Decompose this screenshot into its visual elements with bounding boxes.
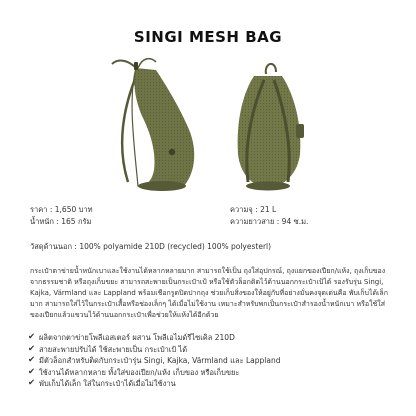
check-icon: ✔: [28, 355, 36, 365]
list-item: [28, 344, 398, 356]
feature-list: [28, 332, 398, 390]
capacity-text: ความจุ : 21 L: [230, 205, 277, 214]
feature-text: ใช้งานได้หลากหลาย ทั้งใส่ของเปียก/แห้ง เก็บของ หรือเก็บขยะ: [39, 367, 240, 377]
feature-text: มีตัวล็อกสำหรับติดกับกระเป๋ารุ่น Singi, Kajka, Värmland และ Lappland: [39, 356, 281, 365]
list-item: [28, 378, 398, 390]
strap-length-text: ความยาวสาย : 94 ซ.ม.: [230, 217, 309, 226]
product-image-front: [98, 54, 208, 196]
weight-text: น้ำหนัก : 165 กรัม: [30, 217, 92, 226]
feature-text: สายสะพายปรับได้ ใช้สะพายเป็น กระเป๋าเป้ ได้: [39, 344, 188, 354]
feature-text: พับเก็บได้เล็ก ใส่ในกระเป๋าได้เมื่อไม่ใช้งาน: [39, 379, 176, 388]
description-paragraph: กระเป๋าตาข่ายน้ำหนักเบาและใช้งานได้หลากหลายมาก สามารถใช้เป็น ถุงใส่อุปกรณ์, ถุงแยกของเปียก/แห้ง, ถุงเก็บของจากธรรมชาติ หรือถุงเก็บขยะ สามารถสะพายเป็นกระเป๋าเป้ หรือใช้ตัวล็อกติดไว้ด้านนอกกระเป๋าเป้ได้ รองรับรุ่น Singi, Kajka, Värmland และ Lappland พร้อมเชือกรูดปิดปากถุง ช่วยเก็บสิ่งของให้อยู่กับที่อย่างมั่นคงจุดเด่นคือ พับเก็บได้เล็กมาก สามารถใส่ไว้ในกระเป๋าเสื้อหรือช่องเล็กๆ ได้เมื่อไม่ใช้งาน เหมาะสำหรับพกเป็นกระเป๋าสำรองน้ำหนักเบา หรือใช้ใส่ของเปียกแล้วแขวนไว้ด้านนอกกระเป๋าเพื่อช่วยให้แห้งได้อีกด้วย: [30, 267, 388, 319]
price-text: ราคา : 1,650 บาท: [30, 205, 93, 214]
check-icon: ✔: [28, 343, 36, 354]
list-item: [28, 367, 398, 379]
material-text: วัสดุด้านนอก : 100% polyamide 210D (recycled) 100% polyesterl): [30, 242, 272, 251]
check-icon: ✔: [28, 366, 36, 377]
product-photos: [0, 54, 416, 194]
page-title: SINGI MESH BAG: [133, 28, 283, 46]
feature-text: ผลิตจากตาข่ายโพลีเอสเตอร์ ผสาน โพลีเอไมด์รีไซเคิล 210D: [39, 333, 235, 342]
specs-right: [230, 204, 308, 228]
list-item: [28, 355, 398, 367]
list-item: [28, 332, 398, 344]
check-icon: ✔: [28, 378, 36, 388]
specs-left: [30, 204, 93, 228]
product-image-back: [220, 54, 320, 196]
check-icon: ✔: [28, 332, 36, 342]
